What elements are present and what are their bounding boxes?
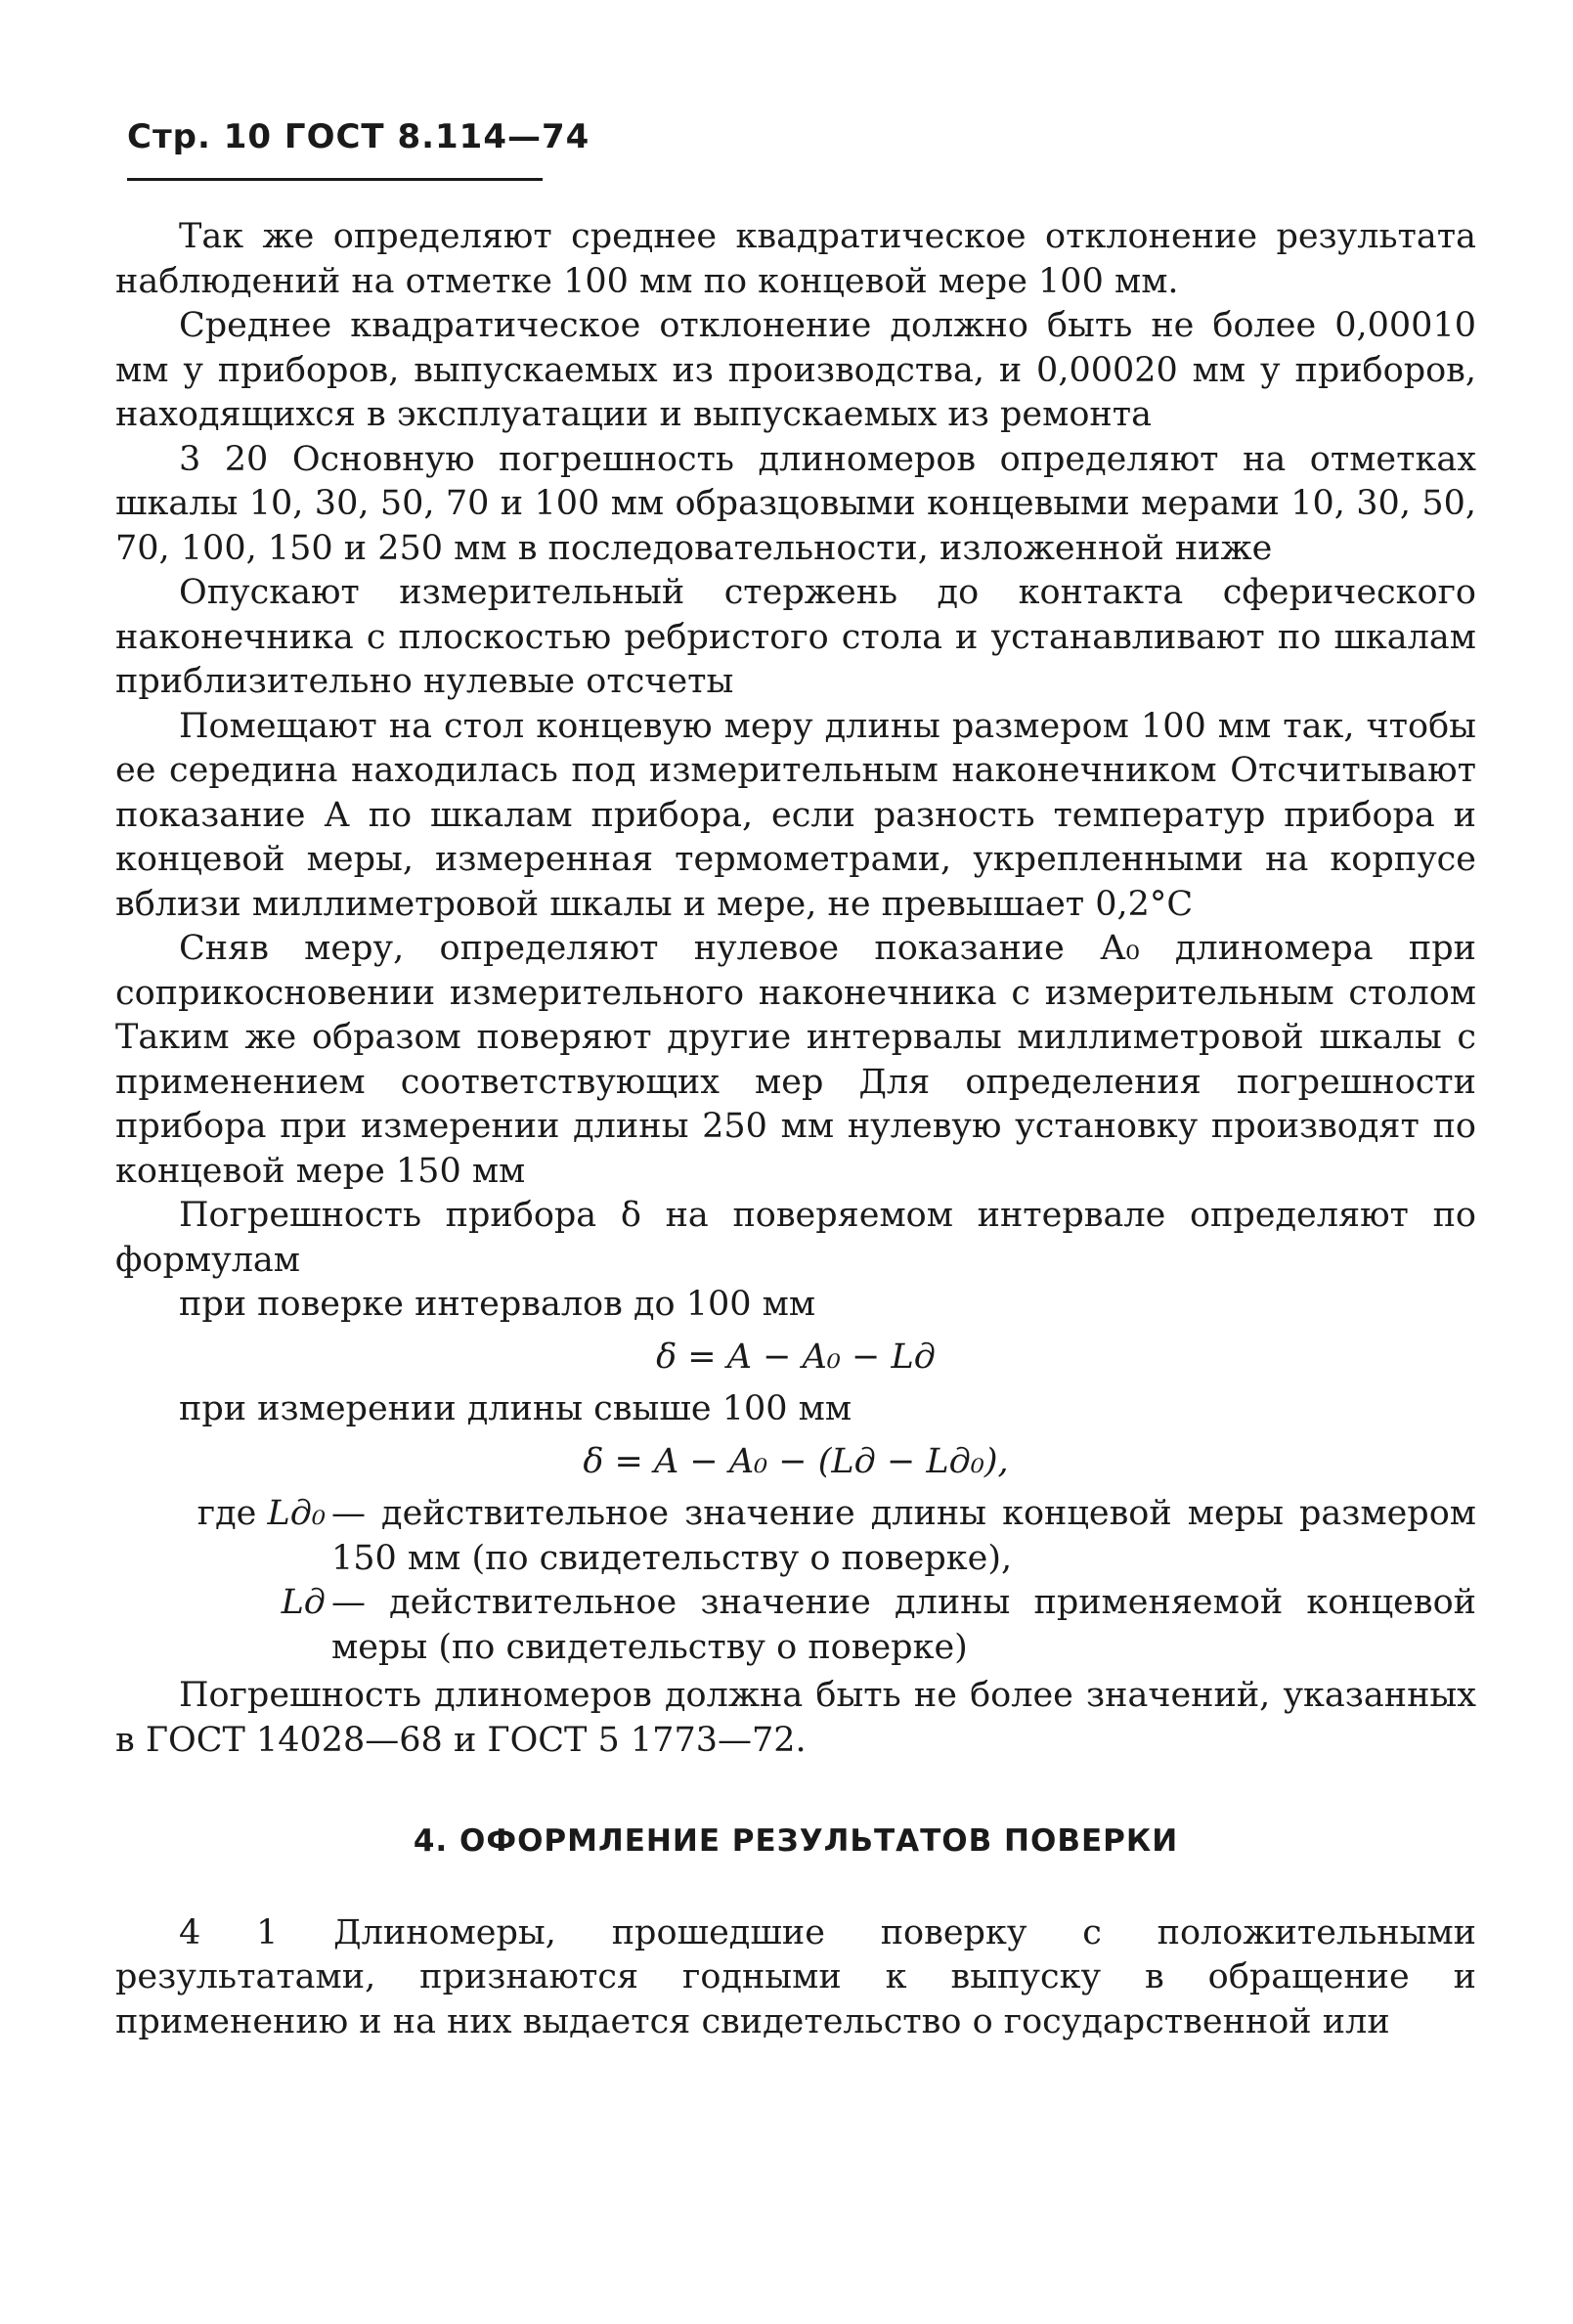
paragraph: Так же определяют среднее квадратическое отклонение результата наблюдений на отметке 100 мм по концевой мере 100 мм. (115, 217, 1476, 301)
paragraph: 4 1 Длиномеры, прошедшие поверку с положительными результатами, признаются годными к выпуску в обращение и применению и на них выдается свидетельство о государственной или (115, 1912, 1476, 2041)
definition-text: — действительное значение длины применяемой концевой меры (по свидетельству о поверке) (331, 1583, 1476, 1667)
page-header: Стр. 10 ГОСТ 8.114—74 (127, 117, 590, 156)
formula-intro: при поверке интервалов до 100 мм (179, 1285, 816, 1324)
definition-row (115, 1581, 1476, 1670)
formula-intro: при измерении длины свыше 100 мм (179, 1389, 852, 1428)
paragraph: Погрешность длиномеров должна быть не более значений, указанных в ГОСТ 14028—68 и ГОСТ 5 1773—72. (115, 1676, 1476, 1760)
header-rule (127, 178, 543, 181)
where-label: где (197, 1494, 257, 1533)
definition-symbol: Lд₀ (267, 1494, 326, 1533)
definition-list (115, 1492, 1476, 1670)
definition-row (115, 1492, 1476, 1581)
section-heading: 4. ОФОРМЛЕНИЕ РЕЗУЛЬТАТОВ ПОВЕРКИ (413, 1823, 1179, 1859)
formula: δ = A − A₀ − Lд (656, 1337, 936, 1377)
paragraph: Погрешность прибора δ на поверяемом интервале определяют по формулам (115, 1196, 1476, 1280)
definition-symbol: Lд (281, 1583, 326, 1622)
paragraph: 3 20 Основную погрешность длиномеров определяют на отметках шкалы 10, 30, 50, 70 и 100 мм образцовыми концевыми мерами 10, 30, 50, 70, 100, 150 и 250 мм в последовательности, изложенной ниже (115, 439, 1476, 568)
paragraph: Опускают измерительный стержень до контакта сферического наконечника с плоскостью ребристого стола и устанавливают по шкалам приблизительно нулевые отсчеты (115, 573, 1476, 701)
formula: δ = A − A₀ − (Lд − Lд₀), (583, 1441, 1009, 1481)
document-body (115, 215, 1476, 2044)
paragraph: Помещают на стол концевую меру длины размером 100 мм так, чтобы ее середина находилась под измерительным наконечником Отсчитывают показание А по шкалам прибора, если разность температур прибора и концевой меры, измеренная термометрами, укрепленными на корпусе вблизи миллиметровой шкалы и мере, не превышает 0,2°С (115, 706, 1476, 924)
paragraph: Среднее квадратическое отклонение должно быть не более 0,00010 мм у приборов, выпускаемых из производства, и 0,00020 мм у приборов, находящихся в эксплуатации и выпускаемых из ремонта (115, 306, 1476, 434)
paragraph: Сняв меру, определяют нулевое показание А₀ длиномера при соприкосновении измерительного наконечника с измерительным столом Таким же образом поверяют другие интервалы миллиметровой шкалы с применением соответствующих мер Для определения погрешности прибора при измерении длины 250 мм нулевую установку производят по концевой мере 150 мм (115, 929, 1476, 1191)
definition-text: — действительное значение длины концевой меры размером 150 мм (по свидетельству о поверке), (331, 1494, 1476, 1578)
